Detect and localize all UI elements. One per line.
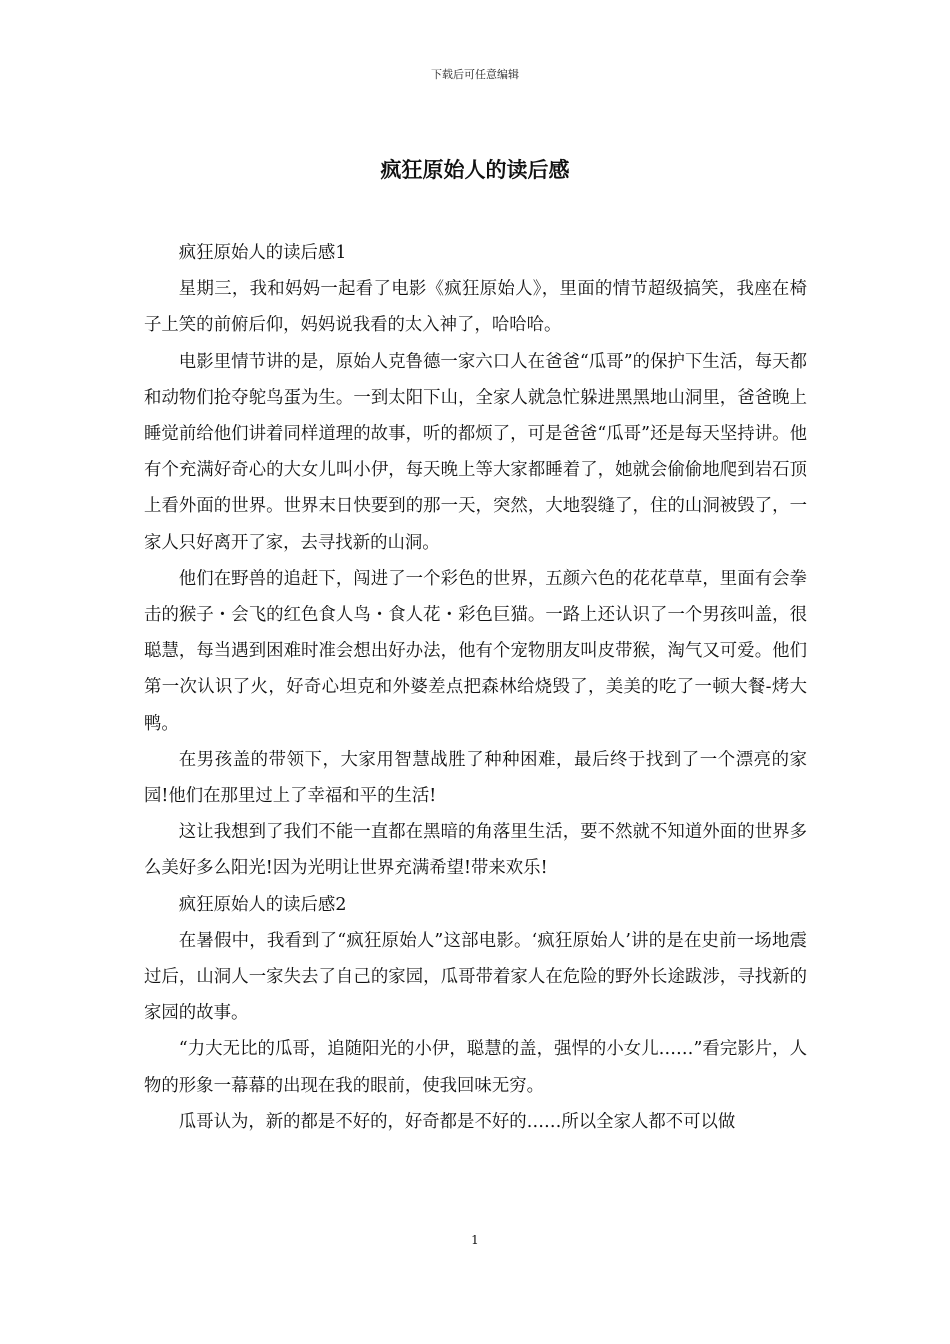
paragraph: 在男孩盖的带领下，大家用智慧战胜了种种困难，最后终于找到了一个漂亮的家园!他们在那里过上了幸福和平的生活! — [144, 749, 807, 807]
header-note: 下载后可任意编辑 — [431, 68, 519, 81]
paragraph: 瓜哥认为，新的都是不好的，好奇都是不好的……所以全家人都不可以做 — [178, 1111, 736, 1132]
page-title: 疯狂原始人的读后感 — [380, 157, 570, 182]
section-heading-1: 疯狂原始人的读后感1 — [178, 243, 347, 263]
paragraph: 电影里情节讲的是，原始人克鲁德一家六口人在爸爸“瓜哥”的保护下生活，每天都和动物们抢夺鸵鸟蛋为生。一到太阳下山，全家人就急忙躲进黑黑地山洞里，爸爸晚上睡觉前给他们讲着同样道理的故事，听的都烦了，可是爸爸“瓜哥”还是每天坚持讲。他有个充满好奇心的大女儿叫小伊，每天晚上等大家都睡着了，她就会偷偷地爬到岩石顶上看外面的世界。世界末日快要到的那一天，突然，大地裂缝了，住的山洞被毁了，一家人只好离开了家，去寻找新的山洞。 — [144, 351, 807, 553]
page-number: 1 — [471, 1233, 479, 1247]
body-text — [144, 235, 807, 1140]
paragraph: “力大无比的瓜哥，追随阳光的小伊，聪慧的盖，强悍的小女儿……”看完影片，人物的形象一幕幕的出现在我的眼前，使我回味无穷。 — [144, 1039, 807, 1096]
section-heading-2: 疯狂原始人的读后感2 — [178, 894, 347, 915]
paragraph: 星期三，我和妈妈一起看了电影《疯狂原始人》，里面的情节超级搞笑，我座在椅子上笑的前俯后仰，妈妈说我看的太入神了，哈哈哈。 — [144, 279, 807, 336]
paragraph: 在暑假中，我看到了“疯狂原始人”这部电影。‘疯狂原始人’讲的是在史前一场地震过后，山洞人一家失去了自己的家园，瓜哥带着家人在危险的野外长途跋涉，寻找新的家园的故事。 — [144, 930, 807, 1024]
paragraph: 这让我想到了我们不能一直都在黑暗的角落里生活，要不然就不知道外面的世界多么美好多么阳光!因为光明让世界充满希望!带来欢乐! — [144, 822, 807, 879]
paragraph: 他们在野兽的追赶下，闯进了一个彩色的世界，五颜六色的花花草草，里面有会拳击的猴子・会飞的红色食人鸟・食人花・彩色巨猫。一路上还认识了一个男孩叫盖，很聪慧，每当遇到困难时准会想出好办法，他有个宠物朋友叫皮带猴，淘气又可爱。他们第一次认识了火，好奇心坦克和外婆差点把森林给烧毁了，美美的吃了一顿大餐-烤大鸭。 — [144, 568, 807, 734]
